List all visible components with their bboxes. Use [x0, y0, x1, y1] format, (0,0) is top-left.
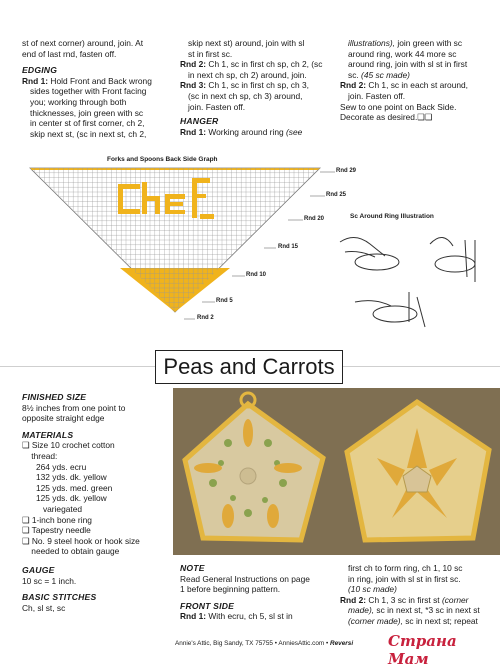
hanger-rnd1-label: Rnd 1: — [180, 126, 207, 137]
col3b-line: sc in next st, *3 sc in next st — [374, 605, 480, 616]
col1-top-text — [22, 38, 172, 139]
round-label: Rnd 5 — [216, 298, 233, 304]
col3-line: Decorate as desired.❑❑ — [340, 112, 433, 123]
finished-size-line: 8½ inches from one point to — [22, 402, 126, 413]
edging-heading: EDGING — [22, 65, 58, 76]
hanger-heading: HANGER — [180, 116, 219, 127]
col1-line: st of next corner) around, join. At — [22, 38, 144, 48]
materials-column — [22, 392, 172, 613]
note-heading: NOTE — [180, 563, 205, 573]
col3b-line: first ch to form ring, ch 1, 10 sc — [348, 563, 463, 573]
col2-line: skip next st) around, join with sl — [188, 38, 305, 48]
finished-size-heading: FINISHED SIZE — [22, 392, 87, 402]
col3-line: around ring, work 44 more sc — [348, 48, 457, 59]
round-label: Rnd 10 — [246, 272, 267, 278]
photo-front — [173, 388, 337, 555]
watermark-logo: Страна Мам — [388, 632, 457, 668]
col3b-line: sc in next st; repeat — [402, 615, 478, 626]
hanger-see: (see — [285, 126, 303, 137]
graph-title: Forks and Spoons Back Side Graph — [107, 156, 218, 163]
rnd2-label: Rnd 2: — [340, 80, 367, 91]
col3b-line: Ch 1, 3 sc in first st — [366, 594, 442, 605]
col2-line: Ch 1, sc in first ch sp, ch 3, — [206, 80, 309, 91]
col3-line: join. Fasten off. — [348, 90, 406, 101]
photo-back — [337, 388, 500, 555]
footer-left: Annie's Attic, Big Sandy, TX 75755 • AnniesAttic.com • — [175, 640, 331, 647]
gauge-heading: GAUGE — [22, 564, 55, 575]
col3b-italic: made), — [348, 605, 375, 616]
note-column — [180, 563, 335, 622]
col3-illus: illustrations), — [348, 38, 396, 48]
col3-count: (45 sc made) — [361, 69, 410, 80]
pattern-title: Peas and Carrots — [155, 350, 343, 384]
materials-item: thread: — [22, 450, 58, 461]
materials-item: 125 yds. dk. yellow — [22, 493, 107, 504]
rnd3-label: Rnd 3: — [180, 80, 207, 91]
hanger-line: Working around ring — [206, 126, 286, 137]
gauge-line: 10 sc = 1 inch. — [22, 575, 77, 586]
edging-line: sides together with Front facing — [30, 86, 147, 97]
front-rnd1-label: Rnd 1: — [180, 611, 207, 622]
rnd2-label: Rnd 2: — [340, 594, 367, 605]
round-label: Rnd 15 — [278, 244, 299, 250]
col3-line: Sew to one point on Back Side. — [340, 101, 457, 112]
basic-stitches-heading: BASIC STITCHES — [22, 592, 97, 603]
col2-line: join. Fasten off. — [188, 101, 246, 112]
rnd2-label: Rnd 2: — [180, 59, 207, 70]
ring-illustration-title: Sc Around Ring Illustration — [350, 213, 434, 220]
basic-stitches-line: Ch, sl st, sc — [22, 602, 66, 613]
graph-yellow-bottom — [120, 268, 230, 312]
materials-item: ❑ Tapestry needle — [22, 525, 91, 536]
col1-line: end of last rnd, fasten off. — [22, 48, 117, 59]
ring-illustration — [325, 222, 490, 332]
materials-item: 132 yds. dk. yellow — [22, 472, 107, 483]
col2-line: (sc in next ch sp, ch 3) around, — [188, 90, 303, 101]
potholder-front-image — [173, 388, 337, 555]
edging-line: Hold Front and Back wrong — [48, 75, 152, 86]
round-label: Rnd 25 — [326, 192, 347, 198]
finished-size-line: opposite straight edge — [22, 413, 105, 424]
col3b-count: (10 sc made) — [348, 584, 397, 595]
round-label: Rnd 29 — [336, 168, 357, 174]
round-label: Rnd 20 — [304, 216, 325, 222]
front-line: With ecru, ch 5, sl st in — [206, 611, 293, 622]
materials-item: variegated — [22, 503, 83, 514]
materials-item: ❑ No. 9 steel hook or hook size — [22, 535, 140, 546]
materials-item: ❑ Size 10 crochet cotton — [22, 440, 115, 451]
materials-item: 125 yds. med. green — [22, 482, 113, 493]
round-label: Rnd 2 — [197, 315, 214, 321]
front-side-heading: FRONT SIDE — [180, 600, 235, 611]
col2-top-text — [180, 38, 335, 137]
edging-line: you; working through both — [30, 96, 127, 107]
materials-item: ❑ 1-inch bone ring — [22, 514, 92, 525]
col3b-line: in ring, join with sl st in first sc. — [348, 573, 461, 584]
col3b-italic: (corner — [441, 594, 469, 605]
col3-bottom-text — [340, 563, 498, 627]
col3-line: Ch 1, sc in each st around, — [366, 80, 469, 91]
footer — [175, 640, 353, 647]
graph-yellow-top — [30, 168, 320, 170]
materials-item: 264 yds. ecru — [22, 461, 87, 472]
footer-right: Reversi — [330, 640, 354, 647]
materials-item: needed to obtain gauge — [22, 546, 120, 557]
col3-top-text — [340, 38, 498, 123]
col3-line: sc. — [348, 69, 362, 80]
materials-heading: MATERIALS — [22, 429, 74, 440]
col2-line: in next ch sp, ch 2) around, join. — [188, 69, 307, 80]
col3b-italic: (corner made), — [348, 615, 403, 626]
edging-rnd1-label: Rnd 1: — [22, 75, 49, 86]
col2-line: st in first sc. — [188, 48, 233, 59]
col3-line: around ring, join with sl st in first — [348, 59, 468, 70]
potholder-back-image — [337, 388, 500, 555]
col2-line: Ch 1, sc in first ch sp, ch 2, (sc — [206, 59, 323, 70]
note-line: 1 before beginning pattern. — [180, 584, 281, 595]
edging-line: thicknesses, join green with sc — [30, 107, 144, 118]
col3-line: join green with sc — [395, 38, 463, 48]
edging-line: skip next st, (sc in next st, ch 2, — [30, 128, 147, 139]
chef-graph — [20, 164, 350, 334]
edging-line: in center st of first corner, ch 2, — [30, 118, 145, 129]
note-line: Read General Instructions on page — [180, 573, 310, 584]
